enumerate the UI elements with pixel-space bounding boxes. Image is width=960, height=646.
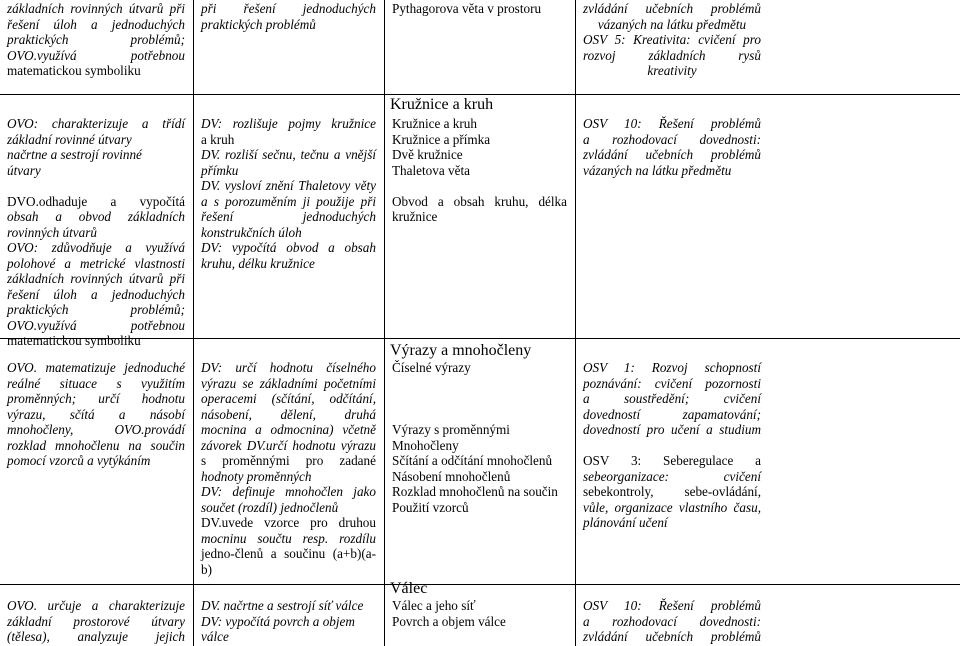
- row3-topic-cell: [385, 339, 576, 584]
- text-line: základní prostorové útvary: [7, 613, 185, 629]
- text-line: válce: [201, 629, 229, 644]
- text-line: Výrazy s proměnnými: [392, 422, 510, 437]
- text-line: a rozhodovací dovednosti:: [583, 131, 761, 147]
- text-line: Sčítání a odčítání mnohočlenů: [392, 453, 553, 468]
- text-line: jedno-členů a součinu (a+b)(a-: [201, 546, 376, 561]
- text-line: dovedností pro učení a studium: [583, 422, 761, 437]
- text-line: základních rovinných útvarů při: [7, 1, 185, 16]
- table-row-2: [0, 95, 960, 348]
- text-line: matematickou symboliku: [7, 63, 141, 78]
- text-line: při řešení jednoduchých: [201, 1, 376, 16]
- text-line: kreativity: [647, 63, 697, 78]
- table-row-1: [0, 0, 960, 94]
- text-line: Číselné výrazy: [392, 360, 471, 375]
- text-line: vůle, organizace vlastního času,: [583, 499, 761, 515]
- text-line: a s porozuměním ji použije při: [201, 193, 376, 209]
- text-line: OSV 1: Rozvoj schopností: [583, 360, 761, 375]
- text-line: rovinných útvarů: [7, 224, 97, 240]
- topic-heading-expressions: Výrazy a mnohočleny: [390, 342, 532, 359]
- text-line: OSV 10: Řešení problémů: [583, 598, 761, 613]
- text-line: mocninu součtu resp. rozdílu: [201, 530, 376, 546]
- text-line: násobení, dělení, druhá: [201, 406, 376, 422]
- text-line: přímku: [201, 162, 239, 178]
- text-line: výrazu se základními početními: [201, 375, 376, 391]
- text-line: s proměnnými pro zadané: [201, 453, 376, 468]
- topic-heading-cylinder: Válec: [390, 580, 428, 597]
- text-line: DV: definuje mnohočlen jako: [201, 484, 376, 499]
- text-line: Kružnice a přímka: [392, 131, 491, 147]
- row2-outcomes-cell: [0, 95, 194, 348]
- text-line: DV: rozlišuje pojmy kružnice: [201, 116, 376, 131]
- text-line: dovedností zapamatování;: [583, 406, 761, 422]
- row2-themes-cell: [576, 95, 770, 338]
- text-line: rozvoj základních rysů: [583, 47, 761, 63]
- text-line: OVO: zdůvodňuje a využívá: [7, 240, 185, 255]
- row4-outcomes-cell: [0, 585, 194, 646]
- row3-themes-cell: [576, 339, 770, 584]
- text-line: OVO. matematizuje jednoduché: [7, 360, 185, 375]
- text-line: OSV 5: Kreativita: cvičení pro: [583, 32, 761, 47]
- text-line: a rozhodovací dovednosti:: [583, 613, 761, 629]
- text-line: načrtne a sestrojí rovinné: [7, 147, 142, 162]
- row1-topic-cell: [385, 0, 576, 94]
- row2-objectives-cell: [194, 95, 385, 338]
- text-line: Mnohočleny: [392, 437, 459, 453]
- text-line: závorek DV.určí hodnotu výrazu: [201, 437, 376, 453]
- text-line: polohové a metrické vlastnosti: [7, 255, 185, 271]
- text-line: Dvě kružnice: [392, 147, 463, 162]
- row4-topic-cell: [385, 580, 576, 646]
- text-line: proměnných; určí hodnotu: [7, 391, 185, 406]
- text-line: DV.uvede vzorce pro druhou: [201, 515, 376, 530]
- text-line: mocnina a odmocnina) včetně: [201, 422, 376, 437]
- text-line: vázaných na látku předmětu: [597, 16, 747, 32]
- text-line: a kruh: [201, 131, 235, 147]
- text-line: DV. rozliší sečnu, tečnu a vnější: [201, 147, 376, 162]
- text-line: útvary: [7, 162, 41, 178]
- text-line: praktických problémů: [201, 16, 316, 32]
- text-line: OVO.využívá potřebnou: [7, 47, 185, 63]
- text-line: základní rovinné útvary: [7, 131, 132, 147]
- text-line: OVO. určuje a charakterizuje: [7, 598, 185, 613]
- text-line: rozklad mnohočlenu na součin: [7, 437, 185, 453]
- text-line: OSV 3: Seberegulace a: [583, 453, 761, 468]
- row1-objectives-cell: [194, 0, 385, 94]
- text-line: základních rovinných útvarů při: [7, 271, 185, 286]
- row4-themes-cell: [576, 585, 770, 646]
- text-line: obsah a obvod základních: [7, 209, 185, 224]
- text-line: kružnice: [392, 209, 438, 224]
- text-line: řešení úloh a jednoduchých: [7, 286, 185, 302]
- table-row-4: [0, 580, 960, 646]
- text-line: b): [201, 561, 212, 577]
- text-line: a soustředění; cvičení: [583, 391, 761, 406]
- text-line: hodnoty proměnných: [201, 468, 312, 484]
- text-line: součet (rozdíl) jednočlenů: [201, 499, 339, 515]
- row1-themes-cell: [576, 0, 770, 94]
- text-line: DVO.odhaduje a vypočítá: [7, 193, 185, 209]
- text-line: poznávání: cvičení pozornosti: [583, 375, 761, 391]
- table-row-3: [0, 339, 960, 584]
- text-line: OVO.využívá potřebnou: [7, 317, 185, 333]
- text-line: mnohočleny, OVO.provádí: [7, 422, 185, 437]
- text-line: pomocí vzorců a vytýkáním: [7, 453, 151, 468]
- text-line: řešení úloh a jednoduchých: [7, 16, 185, 32]
- text-line: reálné situace s využitím: [7, 375, 185, 391]
- text-line: (tělesa), analyzuje jejich: [7, 629, 185, 644]
- text-line: Násobení mnohočlenů: [392, 468, 511, 484]
- text-line: kruhu, délku kružnice: [201, 255, 315, 271]
- text-line: Použití vzorců: [392, 499, 469, 515]
- text-line: Válec a jeho síť: [392, 598, 476, 613]
- text-line: OSV 10: Řešení problémů: [583, 116, 761, 131]
- text-line: DV. načrtne a sestrojí síť válce: [201, 598, 364, 613]
- text-line: sebeorganizace: cvičení: [583, 468, 761, 484]
- text-line: výrazu, sčítá a násobí: [7, 406, 185, 422]
- text-line: Obvod a obsah kruhu, délka: [392, 193, 567, 209]
- text-line: vázaných na látku předmětu: [583, 162, 732, 178]
- row3-outcomes-cell: [0, 339, 194, 584]
- text-line: zvládání učebních problémů: [583, 1, 761, 16]
- row4-objectives-cell: [194, 585, 385, 646]
- text-line: Pythagorova věta v prostoru: [392, 1, 542, 16]
- text-line: DV. vysloví znění Thaletovy věty: [201, 178, 376, 193]
- text-line: zvládání učebních problémů: [583, 629, 761, 644]
- topic-heading-circles: Kružnice a kruh: [390, 96, 494, 113]
- text-line: operacemi (sčítání, odčítání,: [201, 391, 376, 406]
- text-line: DV: určí hodnotu číselného: [201, 360, 376, 375]
- text-line: DV: vypočítá povrch a objem: [201, 613, 355, 629]
- text-line: zvládání učebních problémů: [583, 147, 761, 162]
- text-line: Thaletova věta: [392, 162, 470, 178]
- row1-outcomes-cell: [0, 0, 194, 94]
- text-line: sebekontroly, sebe-ovládání,: [583, 484, 761, 499]
- text-line: konstrukčních úloh: [201, 224, 302, 240]
- text-line: Rozklad mnohočlenů na součin: [392, 484, 558, 499]
- text-line: praktických problémů;: [7, 302, 185, 317]
- text-line: OVO: charakterizuje a třídí: [7, 116, 185, 131]
- text-line: Povrch a objem válce: [392, 613, 506, 629]
- text-line: praktických problémů;: [7, 32, 185, 47]
- text-line: matematickou symboliku: [7, 333, 141, 348]
- text-line: řešení jednoduchých: [201, 209, 376, 224]
- row2-topic-cell: [385, 95, 576, 338]
- row3-objectives-cell: [194, 339, 385, 584]
- text-line: DV: vypočítá obvod a obsah: [201, 240, 376, 255]
- text-line: Kružnice a kruh: [392, 116, 477, 131]
- text-line: plánování učení: [583, 515, 668, 530]
